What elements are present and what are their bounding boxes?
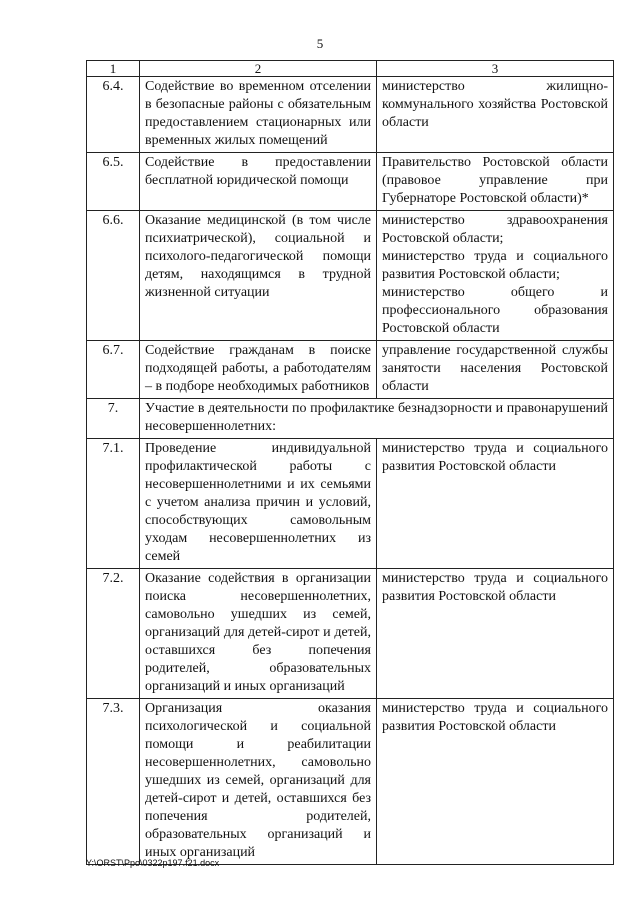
- responsible-cell: [377, 211, 614, 341]
- responsible-line: министерство труда и социального развития Ростовской области: [382, 701, 608, 734]
- row-number: 7.2.: [87, 569, 140, 699]
- responsible-cell: [377, 77, 614, 153]
- responsible-cell: [377, 153, 614, 211]
- row-number: 6.5.: [87, 153, 140, 211]
- table-row: [87, 699, 614, 865]
- table-header-row: [87, 61, 614, 77]
- row-number: 6.4.: [87, 77, 140, 153]
- table-row: [87, 439, 614, 569]
- responsible-cell: [377, 439, 614, 569]
- activity-cell: Содействие гражданам в поиске подходящей работы, а работодателям – в подборе необходимых работников: [140, 341, 377, 399]
- activity-cell: Оказание медицинской (в том числе психиатрической), социальной и психолого-педагогической помощи детям, находящимся в трудной жизненной ситуации: [140, 211, 377, 341]
- file-path-footer: Y:\ORST\Ppo\0322p197.f21.docx: [86, 858, 220, 868]
- activity-cell: Проведение индивидуальной профилактической работы с несовершеннолетними и их семьями с учетом анализа причин и условий, способствующих самовольным уходам несовершеннолетних из семей: [140, 439, 377, 569]
- row-number: 6.7.: [87, 341, 140, 399]
- measures-table: [86, 60, 614, 865]
- activity-cell: Содействие во временном отселении в безопасные районы с обязательным предоставлением стационарных или временных жилых помещений: [140, 77, 377, 153]
- section-title: Участие в деятельности по профилактике безнадзорности и правонарушений несовершеннолетних:: [140, 399, 614, 439]
- row-number: 7.1.: [87, 439, 140, 569]
- page-number: 5: [316, 36, 324, 51]
- responsible-line: министерство общего и профессионального образования Ростовской области: [382, 285, 608, 336]
- responsible-cell: [377, 699, 614, 865]
- row-number: 6.6.: [87, 211, 140, 341]
- table-row: [87, 341, 614, 399]
- table-row: [87, 153, 614, 211]
- activity-cell: Организация оказания психологической и социальной помощи и реабилитации несовершеннолетних, самовольно ушедших из семей, организаций для детей-сирот и детей, оставшихся без попечения родителей, образовательных организаций и иных организаций: [140, 699, 377, 865]
- header-col-1: 1: [87, 61, 140, 77]
- header-col-2: 2: [140, 61, 377, 77]
- row-number: 7.3.: [87, 699, 140, 865]
- table-row: [87, 569, 614, 699]
- responsible-line: министерство труда и социального развития Ростовской области: [382, 571, 608, 604]
- activity-cell: Содействие в предоставлении бесплатной юридической помощи: [140, 153, 377, 211]
- section-row: [87, 399, 614, 439]
- table-row: [87, 211, 614, 341]
- responsible-line: министерство здравоохранения Ростовской области;: [382, 213, 608, 246]
- responsible-cell: [377, 341, 614, 399]
- header-col-3: 3: [377, 61, 614, 77]
- activity-cell: Оказание содействия в организации поиска несовершеннолетних, самовольно ушедших из семей, организаций для детей-сирот и детей, оставшихся без попечения родителей, образовательных организаций и иных организаций: [140, 569, 377, 699]
- responsible-line: министерство труда и социального развития Ростовской области;: [382, 249, 608, 282]
- section-number: 7.: [87, 399, 140, 439]
- table-row: [87, 77, 614, 153]
- responsible-line: управление государственной службы занятости населения Ростовской области: [382, 343, 608, 394]
- responsible-line: министерство жилищно-коммунального хозяйства Ростовской области: [382, 79, 608, 130]
- responsible-line: министерство труда и социального развития Ростовской области: [382, 441, 608, 474]
- responsible-cell: [377, 569, 614, 699]
- responsible-line: Правительство Ростовской области (правовое управление при Губернаторе Ростовской области)*: [382, 155, 608, 206]
